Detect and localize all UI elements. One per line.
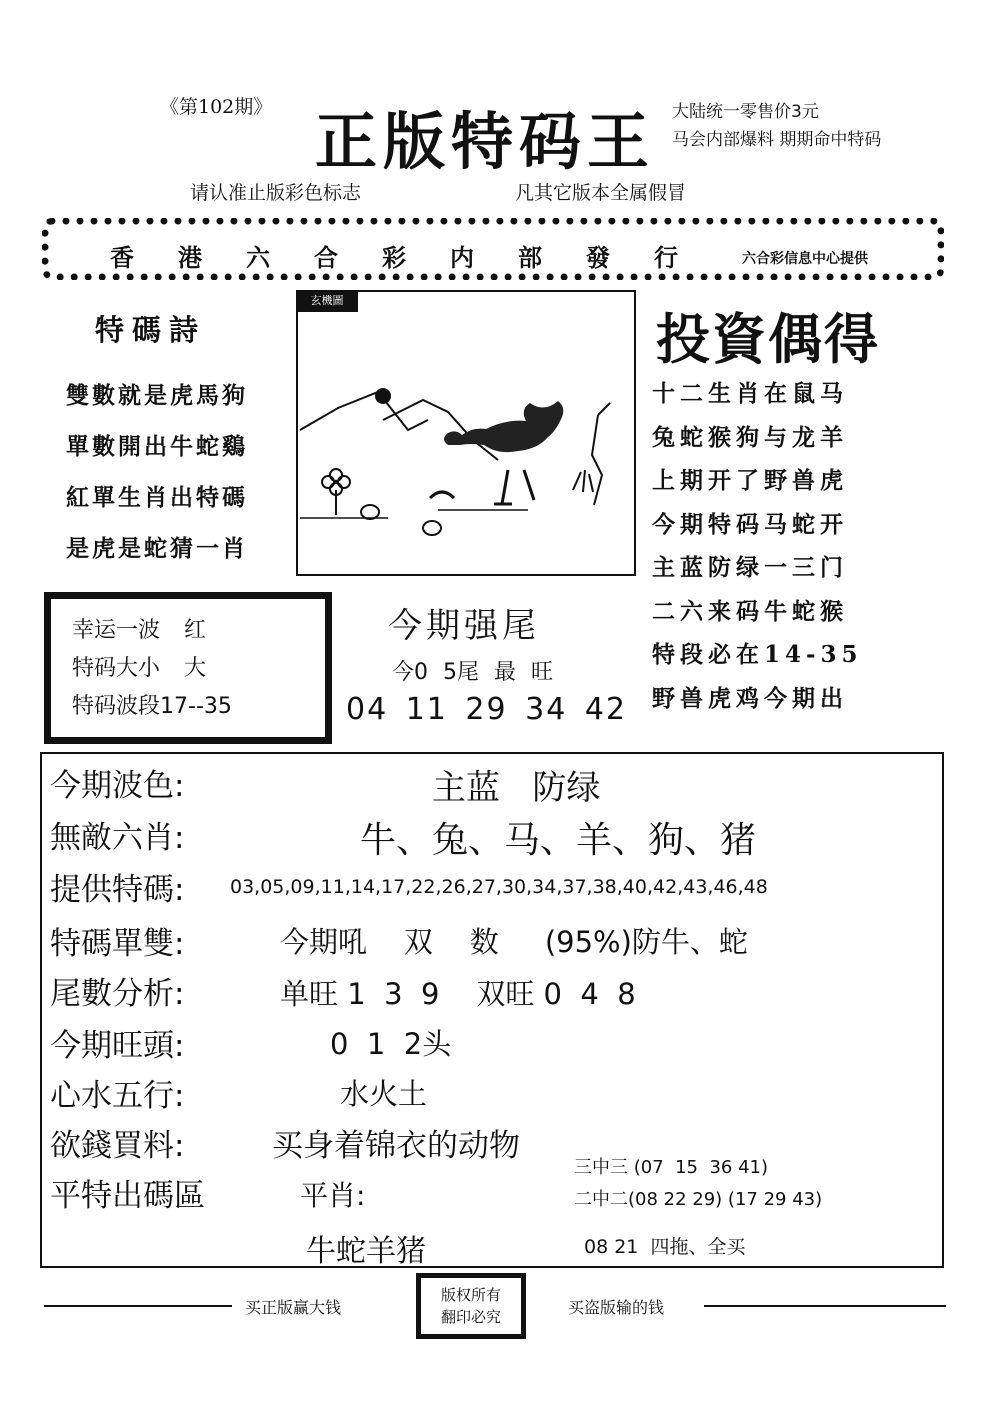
footer-right: 买盗版输的钱 bbox=[568, 1298, 665, 1317]
lucky-wave-label: 幸运一波 bbox=[72, 618, 161, 643]
poem-lines bbox=[66, 370, 248, 574]
lucky-size-label: 特码大小 bbox=[72, 656, 161, 681]
odd-even-label: 特碼單雙: bbox=[50, 926, 185, 962]
issue-number: 《第102期》 bbox=[160, 96, 273, 118]
invest-line: 今期特码马蛇开 bbox=[652, 510, 848, 538]
provide-value: 03,05,09,11,14,17,22,26,27,30,34,37,38,40,42,43,46,48 bbox=[230, 876, 768, 898]
lucky-wave-row bbox=[72, 612, 232, 650]
invest-line: 十二生肖在鼠马 bbox=[652, 380, 848, 407]
flat-sub-label: 平肖: bbox=[300, 1179, 366, 1212]
poem-line: 單數開出牛蛇鷄 bbox=[66, 433, 248, 460]
price-block bbox=[672, 98, 881, 154]
tagline: 马会内部爆料 期期命中特码 bbox=[672, 130, 882, 150]
invest-lines bbox=[652, 372, 863, 720]
banner-sub: 六合彩信息中心提供 bbox=[742, 251, 868, 267]
lucky-size-value: 大 bbox=[184, 656, 207, 681]
six-zodiac-label: 無敵六肖: bbox=[50, 820, 185, 856]
buy-value: 买身着锦衣的动物 bbox=[272, 1128, 520, 1164]
odd-even-value: 今期吼 双 数 (95%)防牛、蛇 bbox=[280, 925, 748, 959]
invest-line: 主蓝防绿一三门 bbox=[652, 554, 848, 581]
wave-color-label: 今期波色: bbox=[50, 768, 185, 804]
two-two: 二中二(08 22 29) (17 29 43) bbox=[574, 1189, 823, 1210]
head-value: 0 1 2头 bbox=[330, 1027, 452, 1061]
flat-zodiac: 牛蛇羊猪 bbox=[306, 1234, 426, 1269]
five-elements-value: 水火土 bbox=[340, 1077, 428, 1111]
six-zodiac-value: 牛、兔、马、羊、狗、猪 bbox=[360, 820, 757, 861]
strong-tail-sub: 今0 5尾 最 旺 bbox=[392, 660, 553, 685]
lucky-wave-value: 红 bbox=[184, 618, 207, 643]
copyright-box bbox=[416, 1273, 526, 1339]
tail-value: 单旺 1 3 9 双旺 0 4 8 bbox=[280, 977, 636, 1011]
invest-line: 兔蛇猴狗与龙羊 bbox=[652, 423, 848, 451]
buy-label: 欲錢買料: bbox=[50, 1128, 185, 1164]
footer-divider-left bbox=[44, 1305, 232, 1307]
head-label: 今期旺頭: bbox=[50, 1028, 185, 1064]
copyright-line-1: 版权所有 bbox=[440, 1286, 501, 1304]
page-title: 正版特码王 bbox=[315, 105, 656, 178]
illustration-tag: 玄機圖 bbox=[296, 290, 358, 312]
footer-left: 买正版赢大钱 bbox=[245, 1298, 342, 1317]
flower-icon bbox=[322, 469, 350, 515]
poem-line: 雙數就是虎馬狗 bbox=[66, 382, 248, 409]
invest-line: 特段必在14-35 bbox=[652, 641, 863, 668]
three-three: 三中三 (07 15 36 41) bbox=[574, 1157, 768, 1178]
flat-label: 平特出碼區 bbox=[50, 1178, 205, 1214]
invest-line: 上期开了野兽虎 bbox=[652, 467, 848, 494]
lucky-info bbox=[72, 612, 232, 726]
five-elements-label: 心水五行: bbox=[50, 1078, 185, 1114]
four-drag: 08 21 四拖、全买 bbox=[584, 1236, 746, 1258]
strong-tail-numbers: 04 11 29 34 42 bbox=[346, 692, 628, 727]
notice-right: 凡其它版本全属假冒 bbox=[515, 182, 687, 204]
rooster-icon bbox=[444, 401, 563, 504]
poem-line: 是虎是蛇猜一肖 bbox=[66, 535, 248, 562]
invest-title: 投資偶得 bbox=[656, 308, 880, 371]
notice-left: 请认准止版彩色标志 bbox=[190, 182, 362, 204]
lucky-range-row bbox=[72, 688, 232, 726]
lucky-size-row bbox=[72, 650, 232, 688]
wave-color-value: 主蓝 防绿 bbox=[432, 768, 601, 808]
banner-text: 香港六合彩内部發行 bbox=[110, 243, 722, 272]
poem-line: 紅單生肖出特碼 bbox=[66, 484, 248, 511]
lucky-range-label: 特码波段 bbox=[72, 694, 161, 719]
poem-title: 特碼詩 bbox=[95, 313, 207, 347]
price-line: 大陆统一零售价3元 bbox=[672, 102, 819, 122]
invest-line: 二六来码牛蛇猴 bbox=[652, 597, 848, 625]
copyright-line-2: 翻印必究 bbox=[440, 1308, 501, 1326]
footer-divider-right bbox=[704, 1305, 946, 1307]
lucky-range-value: 17--35 bbox=[160, 694, 232, 719]
invest-line: 野兽虎鸡今期出 bbox=[652, 684, 848, 712]
strong-tail-title: 今期强尾 bbox=[388, 606, 540, 646]
provide-label: 提供特碼: bbox=[50, 872, 185, 908]
tail-label: 尾數分析: bbox=[50, 976, 185, 1012]
rooster-illustration bbox=[298, 300, 632, 572]
